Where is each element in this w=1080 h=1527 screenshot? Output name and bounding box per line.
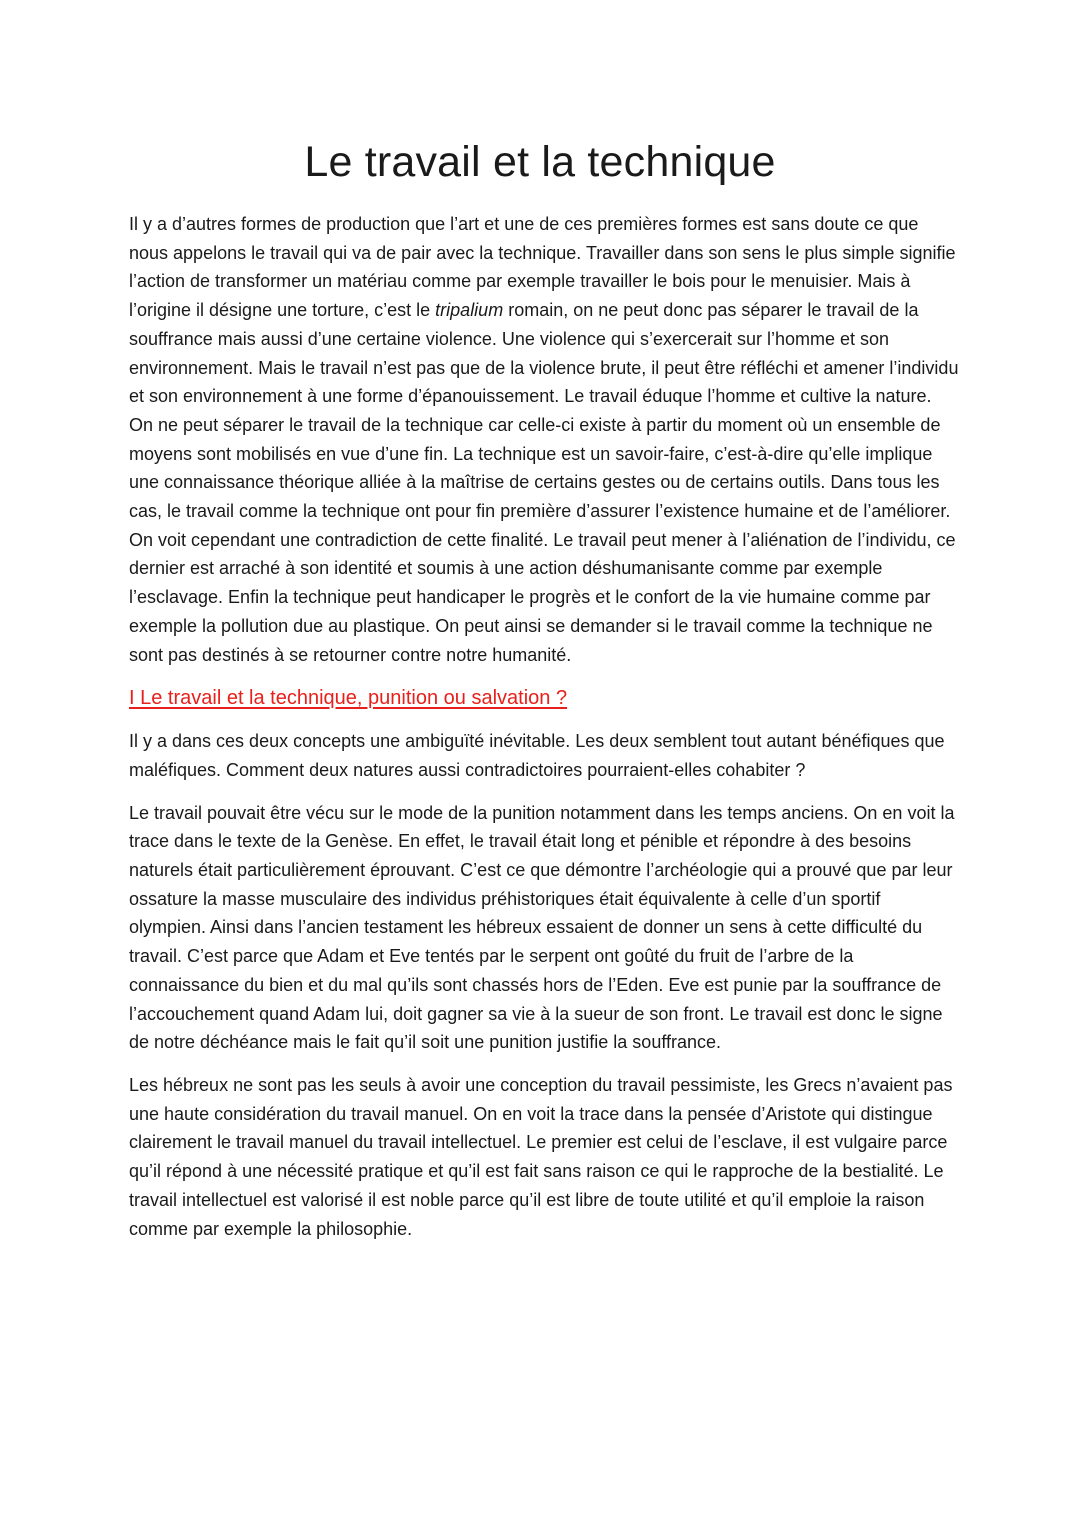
document-title: Le travail et la technique: [304, 138, 776, 186]
intro-text-start: Il y a d’autres formes de production que l’art et une de ces premières formes est sans doute ce que nous appelons le travail qui va de pair avec la technique. Travailler dans son sens le plus simple signifie l’action de transformer un matériau comme par exemple travailler le bois pour le menuisier. Mais à l’origine il désigne une torture, c’est le: [129, 214, 956, 321]
body-paragraph-3: Les hébreux ne sont pas les seuls à avoir une conception du travail pessimiste, les Grecs n’avaient pas une haute considération du travail manuel. On en voit la trace dans la pensée d’Aristote qui distingue clairement le travail manuel du travail intellectuel. Le premier est celui de l’esclave, il est vulgaire parce qu’il répond à une nécessité pratique et qu’il est fait sans raison ce qui le rapproche de la bestialité. Le travail intellectuel est valorisé il est noble parce qu’il est libre de toute utilité et qu’il emploie la raison comme par exemple la philosophie.: [129, 1074, 953, 1239]
body-paragraph-2: Le travail pouvait être vécu sur le mode de la punition notamment dans les temps anciens. On en voit la trace dans le texte de la Genèse. En effet, le travail était long et pénible et répondre à des besoins naturels était particulièrement éprouvant. C’est ce que démontre l’archéologie qui a prouvé que par leur ossature la masse musculaire des individus préhistoriques était équivalente à celle d’un sportif olympien. Ainsi dans l’ancien testament les hébreux essaient de donner un sens à cette difficulté du travail. C’est parce que Adam et Eve tentés par le serpent ont goûté du fruit de l’arbre de la connaissance du bien et du mal qu’ils sont chassés hors de l’Eden. Eve est punie par la souffrance de l’accouchement quand Adam lui, doit gagner sa vie à la sueur de son front. Le travail est donc le signe de notre déchéance mais le fait qu’il soit une punition justifie la souffrance.: [129, 802, 955, 1053]
intro-paragraph: [129, 210, 959, 669]
body-paragraph-1: Il y a dans ces deux concepts une ambiguïté inévitable. Les deux semblent tout autant bénéfiques que maléfiques. Comment deux natures aussi contradictoires pourraient-elles cohabiter ?: [129, 731, 945, 780]
intro-italic-term: tripalium: [435, 300, 504, 321]
intro-text-end: romain, on ne peut donc pas séparer le travail de la souffrance mais aussi d’une certaine violence. Une violence qui s’exercerait sur l’homme et son environnement. Mais le travail n’est pas que de la violence brute, il peut être réfléchi et amener l’individu et son environnement à une forme d’épanouissement. Le travail éduque l’homme et cultive la nature. On ne peut séparer le travail de la technique car celle-ci existe à partir du moment où un ensemble de moyens sont mobilisés en vue d’une fin. La technique est un savoir-faire, c’est-à-dire qu’elle implique une connaissance théorique alliée à la maîtrise de certains gestes ou de certains outils. Dans tous les cas, le travail comme la technique ont pour fin première d’assurer l’existence humaine et de l’améliorer. On voit cependant une contradiction de cette finalité. Le travail peut mener à l’aliénation de l’individu, ce dernier est arraché à son identité et soumis à une action déshumanisante comme par exemple l’esclavage. Enfin la technique peut handicaper le progrès et le confort de la vie humaine comme par exemple la pollution due au plastique. On peut ainsi se demander si le travail comme la technique ne sont pas destinés à se retourner contre notre humanité.: [129, 300, 959, 665]
document-body: [129, 210, 959, 1243]
section-heading: I Le travail et la technique, punition ou salvation ?: [129, 687, 568, 710]
